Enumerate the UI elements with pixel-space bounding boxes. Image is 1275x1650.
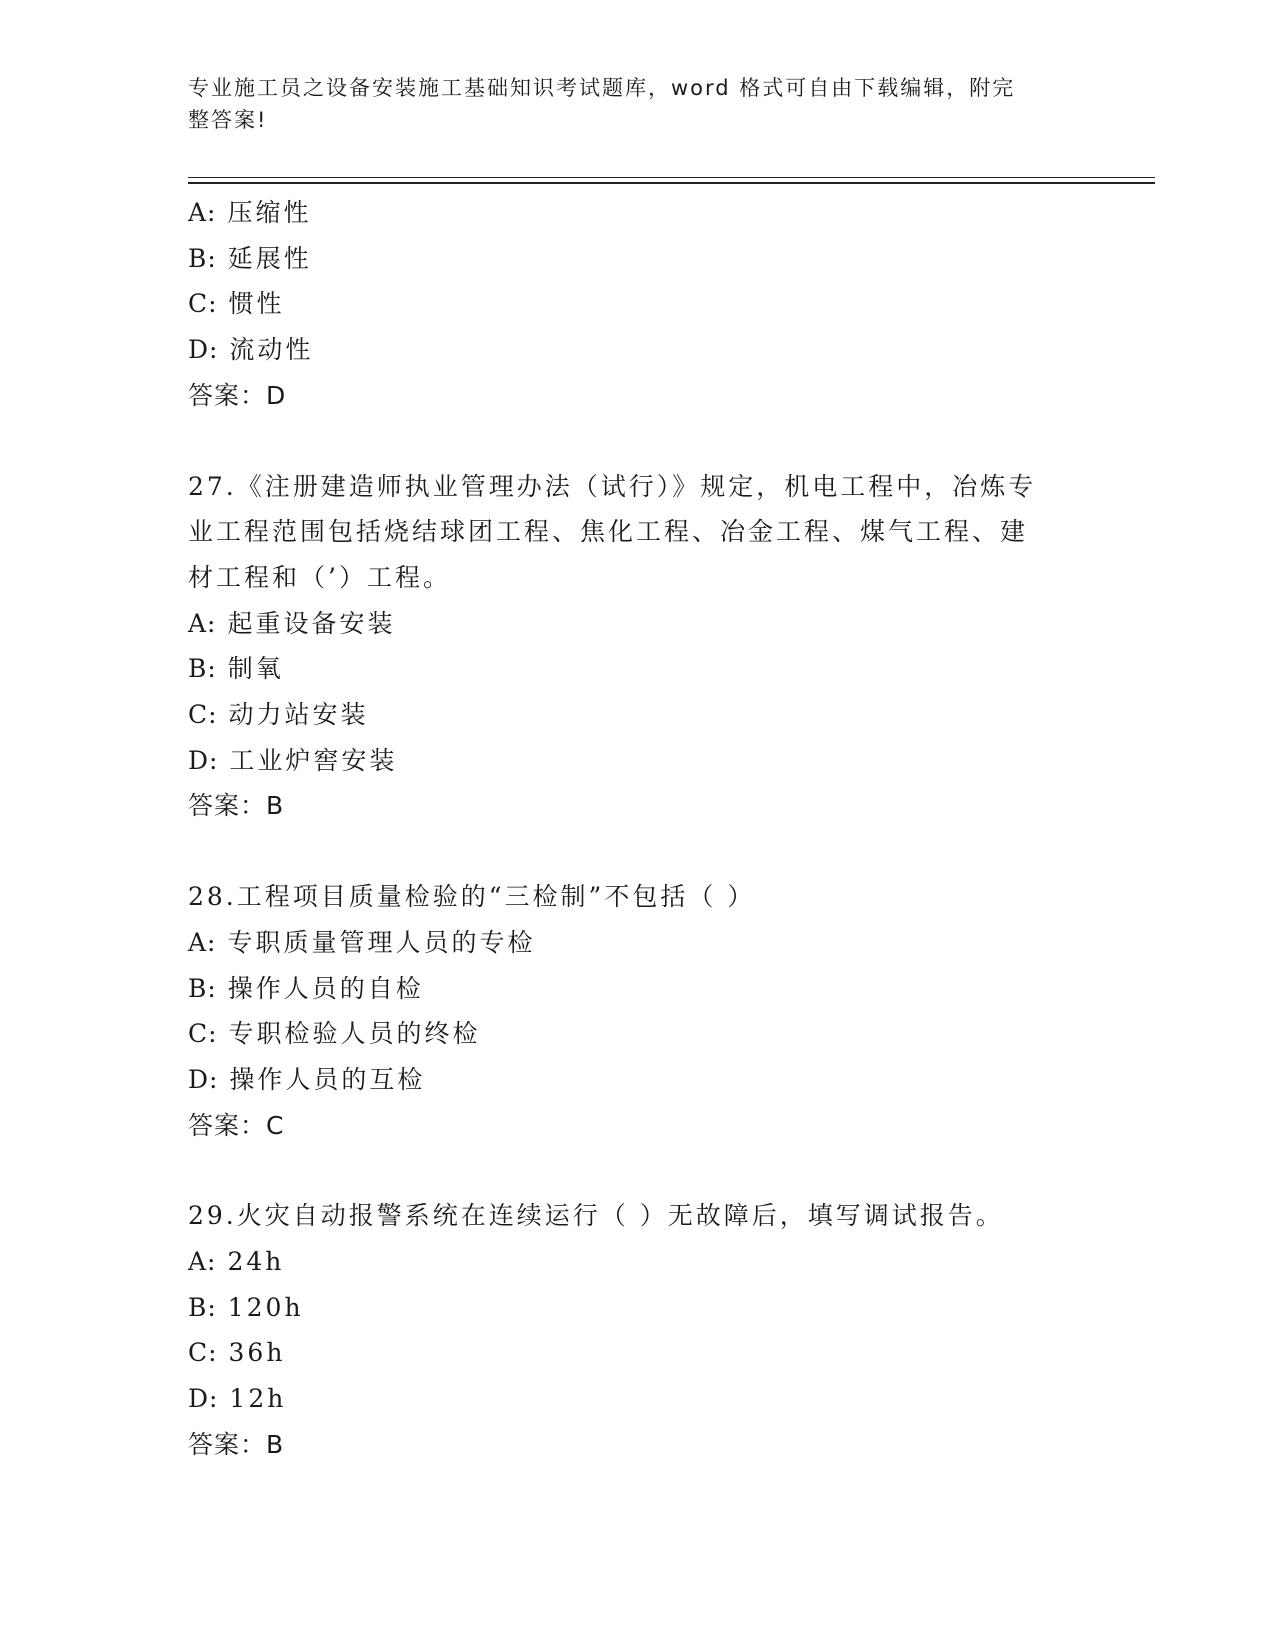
option-c: C: 专职检验人员的终检 xyxy=(188,1019,481,1049)
question-29 xyxy=(188,1193,1088,1467)
question-text-line: 29.火灾自动报警系统在连续运行（ ）无故障后，填写调试报告。 xyxy=(188,1201,1004,1231)
question-26 xyxy=(188,190,1088,419)
question-text-line: 28.工程项目质量检验的“三检制”不包括（ ） xyxy=(188,882,756,912)
question-list xyxy=(188,190,1088,1468)
option-c: C: 36h xyxy=(188,1338,286,1368)
option-a: A: 专职质量管理人员的专检 xyxy=(188,927,536,957)
option-d: D: 工业炉窖安装 xyxy=(188,745,398,775)
option-a: A: 起重设备安装 xyxy=(188,608,396,638)
option-b: B: 延展性 xyxy=(188,243,312,273)
option-a: A: 24h xyxy=(188,1247,285,1277)
answer: 答案：B xyxy=(188,1429,285,1459)
header-divider-thin xyxy=(188,177,1155,178)
question-text-line: 材工程和（’）工程。 xyxy=(188,562,451,592)
answer: 答案：D xyxy=(188,380,287,410)
option-c: C: 惯性 xyxy=(188,289,285,319)
header-line-2: 整答案! xyxy=(188,108,268,132)
question-28 xyxy=(188,874,1088,1148)
header-line-1: 专业施工员之设备安装施工基础知识考试题库，word 格式可自由下载编辑，附完 xyxy=(188,76,1016,100)
option-d: D: 操作人员的互检 xyxy=(188,1064,426,1094)
option-d: D: 12h xyxy=(188,1384,287,1414)
option-b: B: 120h xyxy=(188,1292,304,1322)
header-divider-thick xyxy=(188,182,1155,184)
question-27 xyxy=(188,464,1088,830)
option-c: C: 动力站安装 xyxy=(188,700,369,730)
option-d: D: 流动性 xyxy=(188,335,314,365)
option-a: A: 压缩性 xyxy=(188,198,312,227)
option-b: B: 操作人员的自检 xyxy=(188,973,424,1003)
option-b: B: 制氧 xyxy=(188,654,284,684)
document-header xyxy=(188,72,1068,136)
answer: 答案：C xyxy=(188,1110,285,1140)
answer: 答案：B xyxy=(188,791,285,821)
question-text-line: 27.《注册建造师执业管理办法（试行）》规定，机电工程中，冶炼专 xyxy=(188,471,1037,501)
question-text-line: 业工程范围包括烧结球团工程、焦化工程、冶金工程、煤气工程、建 xyxy=(188,517,1029,547)
